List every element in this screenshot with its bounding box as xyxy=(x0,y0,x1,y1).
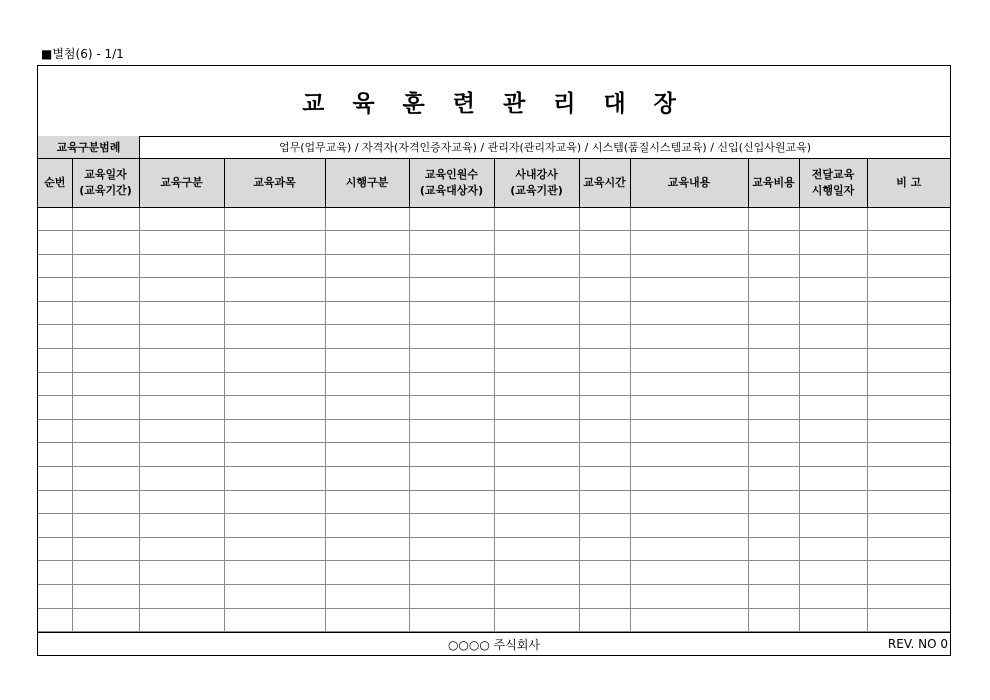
table-cell[interactable] xyxy=(494,349,579,373)
table-cell[interactable] xyxy=(748,419,799,443)
table-cell[interactable] xyxy=(494,467,579,491)
table-cell[interactable] xyxy=(494,608,579,632)
table-cell[interactable] xyxy=(630,561,748,585)
table-cell[interactable] xyxy=(799,325,867,349)
table-cell[interactable] xyxy=(799,231,867,255)
table-cell[interactable] xyxy=(630,372,748,396)
table-cell[interactable] xyxy=(409,231,494,255)
table-cell[interactable] xyxy=(748,561,799,585)
table-cell[interactable] xyxy=(38,349,72,373)
column-header xyxy=(325,159,409,207)
column-header-line1: 순번 xyxy=(44,175,66,189)
column-header-line1: 교육내용 xyxy=(667,175,711,189)
table-cell[interactable] xyxy=(224,419,325,443)
table-cell[interactable] xyxy=(325,537,409,561)
legend-row xyxy=(38,136,950,159)
table-cell[interactable] xyxy=(38,207,72,231)
table-cell[interactable] xyxy=(72,608,139,632)
table-cell[interactable] xyxy=(38,419,72,443)
table-cell[interactable] xyxy=(409,443,494,467)
table-cell[interactable] xyxy=(325,254,409,278)
table-cell[interactable] xyxy=(139,514,224,538)
table-cell[interactable] xyxy=(38,608,72,632)
table-cell[interactable] xyxy=(579,585,630,609)
table-cell[interactable] xyxy=(579,254,630,278)
table-cell[interactable] xyxy=(579,514,630,538)
table-cell[interactable] xyxy=(139,443,224,467)
table-cell[interactable] xyxy=(224,514,325,538)
table-cell[interactable] xyxy=(579,207,630,231)
table-cell[interactable] xyxy=(325,278,409,302)
table-cell[interactable] xyxy=(409,490,494,514)
legend-label: 교육구분범례 xyxy=(38,136,140,158)
table-row xyxy=(38,537,950,561)
training-table xyxy=(38,159,950,632)
table-cell[interactable] xyxy=(409,325,494,349)
table-cell[interactable] xyxy=(630,443,748,467)
table-cell[interactable] xyxy=(224,585,325,609)
table-cell[interactable] xyxy=(799,490,867,514)
table-cell[interactable] xyxy=(409,207,494,231)
document-title: 교 육 훈 련 관 리 대 장 xyxy=(302,90,686,117)
table-cell[interactable] xyxy=(748,301,799,325)
table-cell[interactable] xyxy=(630,301,748,325)
table-cell[interactable] xyxy=(799,254,867,278)
column-header xyxy=(748,159,799,207)
table-cell[interactable] xyxy=(409,608,494,632)
table-cell[interactable] xyxy=(867,207,950,231)
table-cell[interactable] xyxy=(867,443,950,467)
table-cell[interactable] xyxy=(799,349,867,373)
table-row xyxy=(38,325,950,349)
footer xyxy=(38,632,950,655)
table-cell[interactable] xyxy=(224,396,325,420)
table-cell[interactable] xyxy=(325,325,409,349)
table-cell[interactable] xyxy=(579,490,630,514)
table-cell[interactable] xyxy=(867,561,950,585)
table-cell[interactable] xyxy=(494,396,579,420)
table-cell[interactable] xyxy=(409,254,494,278)
table-cell[interactable] xyxy=(630,585,748,609)
table-row xyxy=(38,585,950,609)
table-cell[interactable] xyxy=(630,396,748,420)
table-body xyxy=(38,207,950,632)
table-cell[interactable] xyxy=(38,537,72,561)
table-row xyxy=(38,278,950,302)
table-cell[interactable] xyxy=(494,490,579,514)
column-header-line1: 교육과목 xyxy=(253,175,296,189)
table-cell[interactable] xyxy=(224,254,325,278)
table-cell[interactable] xyxy=(579,325,630,349)
table-cell[interactable] xyxy=(325,207,409,231)
column-header-line2: 시행일자 xyxy=(811,183,855,197)
legend-text: 업무(업무교육) / 자격자(자격인증자교육) / 관리자(관리자교육) / 시스템(품질시스템교육) / 신입(신입사원교육) xyxy=(278,141,811,154)
column-header-line1: 비 고 xyxy=(896,175,922,189)
table-cell[interactable] xyxy=(748,608,799,632)
table-cell[interactable] xyxy=(224,537,325,561)
table-cell[interactable] xyxy=(139,419,224,443)
table-cell[interactable] xyxy=(72,490,139,514)
table-cell[interactable] xyxy=(224,467,325,491)
table-cell[interactable] xyxy=(748,396,799,420)
column-header xyxy=(409,159,494,207)
table-cell[interactable] xyxy=(72,561,139,585)
table-cell[interactable] xyxy=(748,231,799,255)
table-row xyxy=(38,231,950,255)
column-header-line1: 전달교육 xyxy=(811,167,855,181)
table-cell[interactable] xyxy=(579,537,630,561)
table-row xyxy=(38,207,950,231)
table-cell[interactable] xyxy=(748,254,799,278)
table-cell[interactable] xyxy=(748,585,799,609)
table-cell[interactable] xyxy=(38,443,72,467)
table-cell[interactable] xyxy=(494,419,579,443)
table-cell[interactable] xyxy=(748,537,799,561)
table-cell[interactable] xyxy=(139,396,224,420)
table-cell[interactable] xyxy=(409,585,494,609)
table-cell[interactable] xyxy=(38,490,72,514)
table-cell[interactable] xyxy=(72,325,139,349)
table-cell[interactable] xyxy=(799,585,867,609)
table-cell[interactable] xyxy=(72,396,139,420)
table-cell[interactable] xyxy=(748,514,799,538)
table-cell[interactable] xyxy=(38,467,72,491)
table-cell[interactable] xyxy=(224,443,325,467)
table-cell[interactable] xyxy=(325,349,409,373)
table-cell[interactable] xyxy=(748,443,799,467)
table-cell[interactable] xyxy=(579,419,630,443)
table-row xyxy=(38,372,950,396)
table-cell[interactable] xyxy=(494,278,579,302)
table-cell[interactable] xyxy=(139,585,224,609)
table-cell[interactable] xyxy=(494,561,579,585)
table-cell[interactable] xyxy=(139,325,224,349)
table-cell[interactable] xyxy=(799,278,867,302)
table-cell[interactable] xyxy=(494,325,579,349)
table-cell[interactable] xyxy=(867,490,950,514)
company-name: ○○○○ 주식회사 xyxy=(447,637,541,652)
table-row xyxy=(38,254,950,278)
table-cell[interactable] xyxy=(325,467,409,491)
table-cell[interactable] xyxy=(224,278,325,302)
attachment-label: ■별첨(6) - 1/1 xyxy=(41,47,124,61)
table-cell[interactable] xyxy=(224,207,325,231)
table-cell[interactable] xyxy=(38,585,72,609)
table-cell[interactable] xyxy=(494,254,579,278)
column-header-line1: 교육비용 xyxy=(752,175,795,189)
table-cell[interactable] xyxy=(139,207,224,231)
table-cell[interactable] xyxy=(409,537,494,561)
table-cell[interactable] xyxy=(867,419,950,443)
column-header-line1: 교육인원수 xyxy=(424,167,479,181)
table-cell[interactable] xyxy=(38,278,72,302)
table-cell[interactable] xyxy=(748,207,799,231)
table-cell[interactable] xyxy=(630,419,748,443)
table-cell[interactable] xyxy=(38,396,72,420)
training-register-form xyxy=(37,65,951,656)
table-cell[interactable] xyxy=(867,301,950,325)
table-cell[interactable] xyxy=(579,467,630,491)
table-cell[interactable] xyxy=(72,231,139,255)
column-header xyxy=(224,159,325,207)
table-cell[interactable] xyxy=(72,419,139,443)
table-cell[interactable] xyxy=(325,608,409,632)
table-cell[interactable] xyxy=(799,207,867,231)
table-cell[interactable] xyxy=(630,467,748,491)
table-cell[interactable] xyxy=(72,349,139,373)
table-cell[interactable] xyxy=(867,467,950,491)
table-cell[interactable] xyxy=(409,561,494,585)
table-cell[interactable] xyxy=(38,301,72,325)
table-cell[interactable] xyxy=(72,467,139,491)
table-cell[interactable] xyxy=(325,419,409,443)
table-cell[interactable] xyxy=(224,325,325,349)
table-cell[interactable] xyxy=(748,349,799,373)
table-cell[interactable] xyxy=(325,514,409,538)
revision-number: REV. NO 0 xyxy=(887,637,948,651)
table-cell[interactable] xyxy=(139,372,224,396)
table-cell[interactable] xyxy=(748,490,799,514)
table-cell[interactable] xyxy=(630,207,748,231)
table-cell[interactable] xyxy=(867,231,950,255)
table-cell[interactable] xyxy=(579,349,630,373)
table-row xyxy=(38,443,950,467)
column-header xyxy=(630,159,748,207)
table-cell[interactable] xyxy=(630,278,748,302)
table-cell[interactable] xyxy=(72,254,139,278)
table-cell[interactable] xyxy=(748,278,799,302)
table-cell[interactable] xyxy=(579,608,630,632)
title-row xyxy=(38,66,950,137)
table-row xyxy=(38,349,950,373)
column-header-line1: 교육일자 xyxy=(84,167,127,181)
table-cell[interactable] xyxy=(325,396,409,420)
table-cell[interactable] xyxy=(325,443,409,467)
table-cell[interactable] xyxy=(579,301,630,325)
table-row xyxy=(38,396,950,420)
column-header-line1: 교육구분 xyxy=(160,175,203,189)
table-cell[interactable] xyxy=(224,349,325,373)
table-cell[interactable] xyxy=(224,490,325,514)
column-header-line2: (교육기간) xyxy=(79,183,132,197)
table-cell[interactable] xyxy=(494,537,579,561)
table-cell[interactable] xyxy=(494,207,579,231)
table-cell[interactable] xyxy=(799,514,867,538)
table-cell[interactable] xyxy=(139,349,224,373)
table-cell[interactable] xyxy=(799,561,867,585)
table-cell[interactable] xyxy=(409,419,494,443)
column-header-line1: 시행구분 xyxy=(345,175,389,189)
table-cell[interactable] xyxy=(325,372,409,396)
table-cell[interactable] xyxy=(139,254,224,278)
table-cell[interactable] xyxy=(867,278,950,302)
table-cell[interactable] xyxy=(630,514,748,538)
table-cell[interactable] xyxy=(867,608,950,632)
table-cell[interactable] xyxy=(38,372,72,396)
table-cell[interactable] xyxy=(72,301,139,325)
table-header-row xyxy=(38,159,950,207)
table-cell[interactable] xyxy=(630,608,748,632)
table-cell[interactable] xyxy=(799,396,867,420)
table-cell[interactable] xyxy=(630,254,748,278)
column-header xyxy=(799,159,867,207)
table-cell[interactable] xyxy=(494,443,579,467)
table-cell[interactable] xyxy=(494,585,579,609)
column-header xyxy=(867,159,950,207)
table-cell[interactable] xyxy=(748,372,799,396)
table-cell[interactable] xyxy=(139,561,224,585)
table-cell[interactable] xyxy=(409,278,494,302)
table-cell[interactable] xyxy=(72,372,139,396)
table-cell[interactable] xyxy=(630,490,748,514)
table-cell[interactable] xyxy=(139,490,224,514)
table-cell[interactable] xyxy=(579,561,630,585)
table-cell[interactable] xyxy=(867,254,950,278)
table-cell[interactable] xyxy=(72,537,139,561)
column-header-line1: 교육시간 xyxy=(583,175,626,189)
table-cell[interactable] xyxy=(867,325,950,349)
table-row xyxy=(38,561,950,585)
table-cell[interactable] xyxy=(139,278,224,302)
table-cell[interactable] xyxy=(579,278,630,302)
column-header-line2: (교육기관) xyxy=(510,183,563,197)
table-cell[interactable] xyxy=(72,278,139,302)
table-cell[interactable] xyxy=(867,349,950,373)
table-cell[interactable] xyxy=(224,231,325,255)
table-cell[interactable] xyxy=(72,443,139,467)
table-cell[interactable] xyxy=(325,585,409,609)
table-cell[interactable] xyxy=(325,561,409,585)
table-cell[interactable] xyxy=(867,372,950,396)
table-row xyxy=(38,467,950,491)
table-cell[interactable] xyxy=(409,372,494,396)
table-cell[interactable] xyxy=(139,608,224,632)
table-cell[interactable] xyxy=(72,514,139,538)
table-cell[interactable] xyxy=(799,467,867,491)
table-cell[interactable] xyxy=(799,419,867,443)
table-cell[interactable] xyxy=(224,608,325,632)
table-cell[interactable] xyxy=(579,396,630,420)
table-cell[interactable] xyxy=(867,514,950,538)
table-cell[interactable] xyxy=(579,231,630,255)
table-cell[interactable] xyxy=(748,467,799,491)
table-cell[interactable] xyxy=(325,301,409,325)
table-cell[interactable] xyxy=(38,231,72,255)
table-cell[interactable] xyxy=(38,514,72,538)
column-header xyxy=(579,159,630,207)
table-cell[interactable] xyxy=(38,254,72,278)
table-cell[interactable] xyxy=(494,514,579,538)
table-cell[interactable] xyxy=(579,372,630,396)
table-cell[interactable] xyxy=(139,301,224,325)
table-cell[interactable] xyxy=(748,325,799,349)
table-cell[interactable] xyxy=(72,207,139,231)
table-cell[interactable] xyxy=(799,608,867,632)
table-cell[interactable] xyxy=(224,372,325,396)
table-cell[interactable] xyxy=(867,396,950,420)
table-cell[interactable] xyxy=(409,349,494,373)
column-header xyxy=(38,159,72,207)
table-cell[interactable] xyxy=(630,537,748,561)
table-cell[interactable] xyxy=(799,372,867,396)
table-cell[interactable] xyxy=(38,561,72,585)
table-cell[interactable] xyxy=(799,537,867,561)
table-row xyxy=(38,490,950,514)
column-header-line2: (교육대상자) xyxy=(419,183,484,197)
table-cell[interactable] xyxy=(494,372,579,396)
column-header xyxy=(139,159,224,207)
table-cell[interactable] xyxy=(630,349,748,373)
table-row xyxy=(38,514,950,538)
table-cell[interactable] xyxy=(224,561,325,585)
table-cell[interactable] xyxy=(867,537,950,561)
table-cell[interactable] xyxy=(139,467,224,491)
table-row xyxy=(38,419,950,443)
table-cell[interactable] xyxy=(409,301,494,325)
table-cell[interactable] xyxy=(139,231,224,255)
table-cell[interactable] xyxy=(630,325,748,349)
column-header-line1: 사내강사 xyxy=(515,167,558,181)
table-cell[interactable] xyxy=(325,231,409,255)
table-row xyxy=(38,301,950,325)
column-header xyxy=(72,159,139,207)
table-cell[interactable] xyxy=(494,231,579,255)
table-cell[interactable] xyxy=(72,585,139,609)
table-cell[interactable] xyxy=(630,231,748,255)
table-cell[interactable] xyxy=(325,490,409,514)
table-cell[interactable] xyxy=(799,301,867,325)
table-cell[interactable] xyxy=(867,585,950,609)
table-cell[interactable] xyxy=(799,443,867,467)
table-cell[interactable] xyxy=(579,443,630,467)
table-cell[interactable] xyxy=(494,301,579,325)
table-cell[interactable] xyxy=(409,514,494,538)
table-cell[interactable] xyxy=(38,325,72,349)
table-cell[interactable] xyxy=(409,396,494,420)
table-cell[interactable] xyxy=(224,301,325,325)
table-cell[interactable] xyxy=(139,537,224,561)
table-cell[interactable] xyxy=(409,467,494,491)
table-row xyxy=(38,608,950,632)
column-header xyxy=(494,159,579,207)
